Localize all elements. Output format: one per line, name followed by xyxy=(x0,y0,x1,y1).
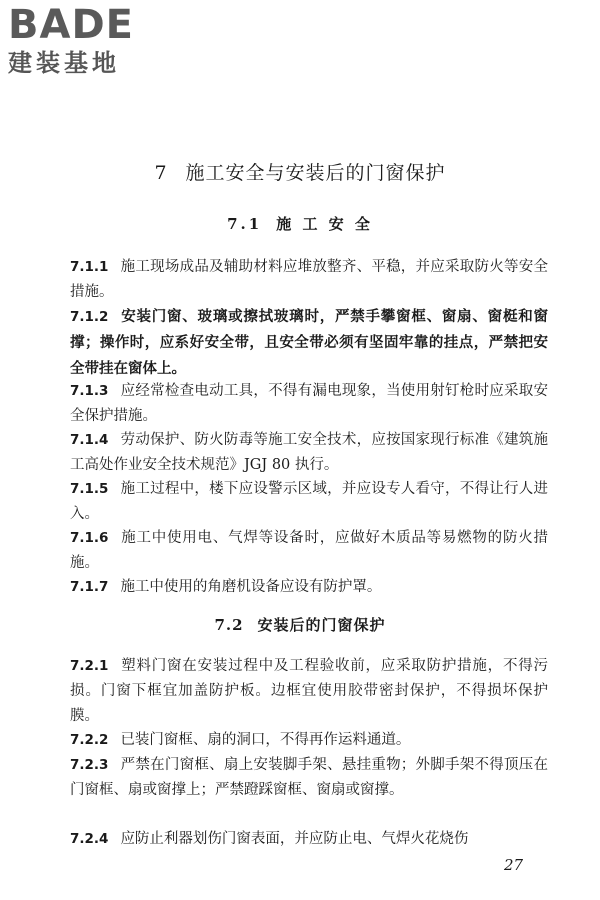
clause-7-1-1 xyxy=(70,255,548,305)
clause-7-1-4 xyxy=(70,428,548,478)
chapter-number: 7 xyxy=(154,162,168,184)
clause-text: 施工过程中，楼下应设警示区域，并应设专人看守，不得让行人进入。 xyxy=(70,481,548,522)
clause-7-2-2 xyxy=(70,728,548,753)
clause-number: 7.1.6 xyxy=(70,530,109,546)
chapter-title: 施工安全与安装后的门窗保护 xyxy=(185,162,446,184)
clause-7-1-5 xyxy=(70,477,548,527)
section-heading-7-1 xyxy=(0,213,600,234)
clause-7-2-3 xyxy=(70,753,548,803)
clause-text: 劳动保护、防火防毒等施工安全技术，应按国家现行标准《建筑施工高处作业安全技术规范》JGJ 80 执行。 xyxy=(70,432,548,473)
section-heading-7-2 xyxy=(0,614,600,635)
clause-number: 7.2.2 xyxy=(70,732,109,748)
clause-text: 应防止利器划伤门窗表面，并应防止电、气焊火花烧伤 xyxy=(120,831,469,847)
clause-text: 应经常检查电动工具，不得有漏电现象，当使用射钉枪时应采取安全保护措施。 xyxy=(70,383,548,424)
clause-text: 施工现场成品及辅助材料应堆放整齐、平稳，并应采取防火等安全措施。 xyxy=(70,259,548,300)
section-number: 7.1 xyxy=(227,215,263,233)
clause-number: 7.1.3 xyxy=(70,383,109,399)
section-number: 7.2 xyxy=(214,616,244,634)
clause-number: 7.2.3 xyxy=(70,757,109,773)
clause-7-1-2 xyxy=(70,304,548,382)
section-title: 施 工 安 全 xyxy=(276,215,373,233)
clause-number: 7.1.4 xyxy=(70,432,109,448)
clause-text: 严禁在门窗框、扇上安装脚手架、悬挂重物；外脚手架不得顶压在门窗框、扇或窗撑上；严禁蹬踩窗框、窗扇或窗撑。 xyxy=(70,757,548,798)
clause-7-2-4 xyxy=(70,827,548,852)
clause-number: 7.2.4 xyxy=(70,831,109,847)
clause-number: 7.1.1 xyxy=(70,259,109,275)
clause-7-1-6 xyxy=(70,526,548,576)
section-title: 安装后的门窗保护 xyxy=(257,616,386,634)
clause-text: 施工中使用电、气焊等设备时，应做好木质品等易燃物的防火措施。 xyxy=(70,530,548,571)
bade-logo xyxy=(8,4,178,78)
clause-text: 安装门窗、玻璃或擦拭玻璃时，严禁手攀窗框、窗扇、窗梃和窗撑；操作时，应系好安全带，且安全带必须有坚固牢靠的挂点，严禁把安全带挂在窗体上。 xyxy=(70,308,548,377)
clause-text: 已装门窗框、扇的洞口，不得再作运料通道。 xyxy=(120,732,411,748)
clause-number: 7.1.7 xyxy=(70,579,109,595)
clause-text: 施工中使用的角磨机设备应设有防护罩。 xyxy=(120,579,382,595)
clause-number: 7.1.5 xyxy=(70,481,109,497)
page-number: 27 xyxy=(504,856,524,874)
clause-7-1-3 xyxy=(70,379,548,429)
logo-subtitle: 建装基地 xyxy=(8,49,120,77)
clause-7-2-1 xyxy=(70,654,548,729)
clause-text: 塑料门窗在安装过程中及工程验收前，应采取防护措施，不得污损。门窗下框宜加盖防护板。边框宜使用胶带密封保护，不得损坏保护膜。 xyxy=(70,658,548,724)
clause-number: 7.2.1 xyxy=(70,658,109,674)
chapter-heading xyxy=(0,158,600,185)
clause-7-1-7 xyxy=(70,575,548,600)
clause-number: 7.1.2 xyxy=(70,309,109,325)
logo-wordmark: BADE xyxy=(8,2,134,48)
